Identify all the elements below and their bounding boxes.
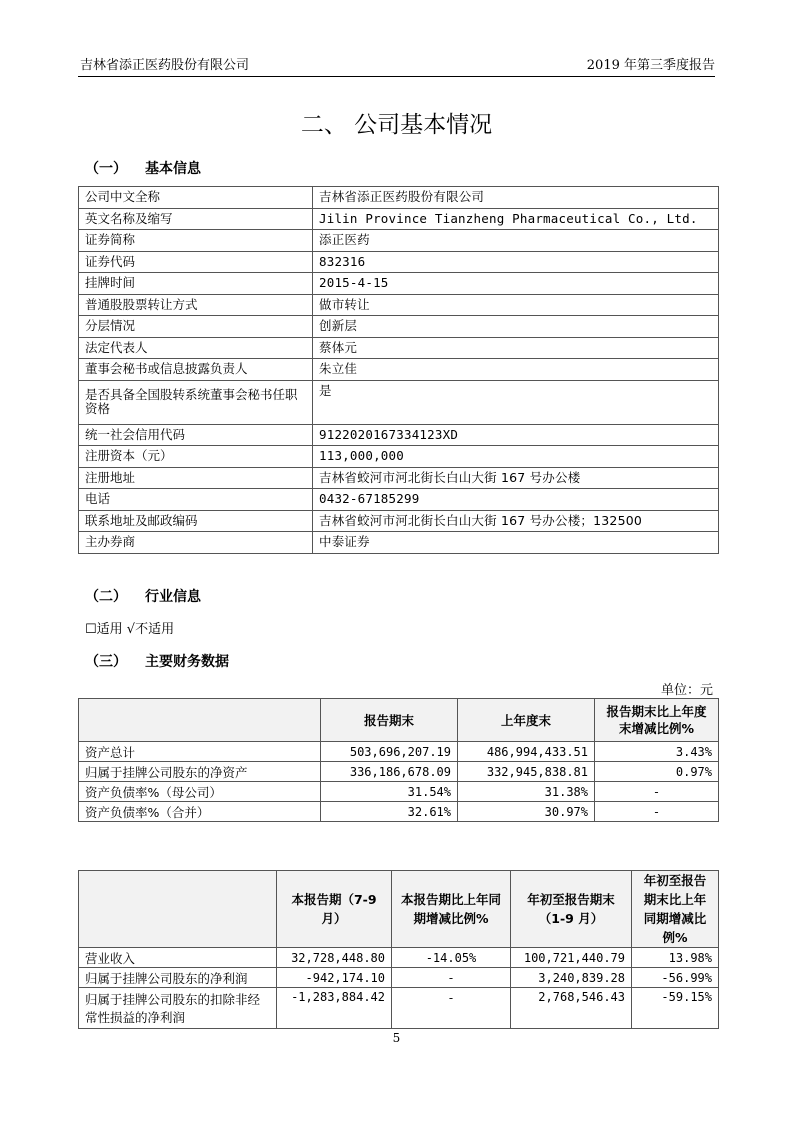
table-row xyxy=(79,988,719,1029)
row-label: 联系地址及邮政编码 xyxy=(79,510,313,532)
table-row xyxy=(79,337,719,359)
row-label: 资产负债率%（合并） xyxy=(79,802,321,822)
row-value: 蔡体元 xyxy=(313,337,719,359)
cell-value: -59.15% xyxy=(632,988,719,1029)
table-row xyxy=(79,948,719,968)
cell-value: -14.05% xyxy=(392,948,511,968)
row-label: 资产负债率%（母公司） xyxy=(79,782,321,802)
row-value: 做市转让 xyxy=(313,294,719,316)
row-value: 中泰证券 xyxy=(313,532,719,554)
cell-value: 32,728,448.80 xyxy=(277,948,392,968)
row-value: 0432-67185299 xyxy=(313,489,719,511)
row-label: 英文名称及缩写 xyxy=(79,208,313,230)
row-value: 是 xyxy=(313,380,719,424)
cell-value: 503,696,207.19 xyxy=(321,742,458,762)
header-divider xyxy=(78,76,715,77)
cell-value: 13.98% xyxy=(632,948,719,968)
section-financial-heading xyxy=(85,651,229,671)
table-row xyxy=(79,273,719,295)
cell-value: 32.61% xyxy=(321,802,458,822)
column-header: 年初至报告期末比上年同期增减比例% xyxy=(632,871,719,948)
row-label: 电话 xyxy=(79,489,313,511)
table-row xyxy=(79,489,719,511)
row-value: 113,000,000 xyxy=(313,446,719,468)
row-label: 法定代表人 xyxy=(79,337,313,359)
table-row xyxy=(79,187,719,209)
row-value: 吉林省蛟河市河北街长白山大街 167 号办公楼 xyxy=(313,467,719,489)
cell-value: -1,283,884.42 xyxy=(277,988,392,1029)
cell-value: 100,721,440.79 xyxy=(511,948,632,968)
table-row xyxy=(79,510,719,532)
cell-value: 486,994,433.51 xyxy=(458,742,595,762)
table-row xyxy=(79,208,719,230)
basic-info-table xyxy=(78,186,719,554)
column-header: 本报告期比上年同期增减比例% xyxy=(392,871,511,948)
table-row xyxy=(79,294,719,316)
column-header: 本报告期（7-9 月） xyxy=(277,871,392,948)
cell-value: - xyxy=(595,802,719,822)
row-label: 资产总计 xyxy=(79,742,321,762)
table-row xyxy=(79,251,719,273)
section-title: 基本信息 xyxy=(145,161,201,177)
table-row xyxy=(79,762,719,782)
row-label: 归属于挂牌公司股东的扣除非经常性损益的净利润 xyxy=(79,988,277,1029)
cell-value: 0.97% xyxy=(595,762,719,782)
table-header-row xyxy=(79,699,719,742)
cell-value: 3.43% xyxy=(595,742,719,762)
balance-summary-table xyxy=(78,698,719,822)
row-value: 2015-4-15 xyxy=(313,273,719,295)
section-basic-info-heading xyxy=(85,158,201,178)
table-row xyxy=(79,802,719,822)
table-row xyxy=(79,782,719,802)
table-row xyxy=(79,380,719,424)
column-header: 报告期末比上年度末增减比例% xyxy=(595,699,719,742)
table-row xyxy=(79,467,719,489)
column-header xyxy=(79,699,321,742)
row-label: 普通股股票转让方式 xyxy=(79,294,313,316)
section-title: 主要财务数据 xyxy=(145,654,229,670)
row-label: 挂牌时间 xyxy=(79,273,313,295)
row-value: 832316 xyxy=(313,251,719,273)
section-title: 行业信息 xyxy=(145,589,201,605)
cell-value: 3,240,839.28 xyxy=(511,968,632,988)
column-header: 上年度末 xyxy=(458,699,595,742)
header-company: 吉林省添正医药股份有限公司 xyxy=(80,58,250,73)
cell-value: 31.38% xyxy=(458,782,595,802)
industry-applicability: ☐适用 √不适用 xyxy=(85,622,175,637)
table-header-row xyxy=(79,871,719,948)
cell-value: 31.54% xyxy=(321,782,458,802)
table-row xyxy=(79,968,719,988)
cell-value: 336,186,678.09 xyxy=(321,762,458,782)
table-row xyxy=(79,359,719,381)
row-label: 注册资本（元） xyxy=(79,446,313,468)
column-header: 年初至报告期末（1-9 月） xyxy=(511,871,632,948)
table-row xyxy=(79,230,719,252)
row-label: 董事会秘书或信息披露负责人 xyxy=(79,359,313,381)
unit-label: 单位：元 xyxy=(660,683,713,698)
row-label: 证券代码 xyxy=(79,251,313,273)
row-label: 证券简称 xyxy=(79,230,313,252)
cell-value: -56.99% xyxy=(632,968,719,988)
page-number: 5 xyxy=(392,1031,401,1045)
section-number: （一） xyxy=(85,161,127,177)
table-row xyxy=(79,532,719,554)
row-value: 朱立佳 xyxy=(313,359,719,381)
table-row xyxy=(79,742,719,762)
section-number: （二） xyxy=(85,589,127,605)
row-label: 注册地址 xyxy=(79,467,313,489)
table-row xyxy=(79,446,719,468)
page-title: 二、 公司基本情况 xyxy=(300,112,493,138)
section-industry-heading xyxy=(85,586,201,606)
row-value: 吉林省蛟河市河北街长白山大街 167 号办公楼；132500 xyxy=(313,510,719,532)
income-summary-table xyxy=(78,870,719,1029)
section-number: （三） xyxy=(85,654,127,670)
row-label: 主办券商 xyxy=(79,532,313,554)
cell-value: - xyxy=(392,988,511,1029)
row-label: 归属于挂牌公司股东的净资产 xyxy=(79,762,321,782)
row-label: 分层情况 xyxy=(79,316,313,338)
cell-value: -942,174.10 xyxy=(277,968,392,988)
cell-value: - xyxy=(595,782,719,802)
cell-value: 332,945,838.81 xyxy=(458,762,595,782)
row-value: 吉林省添正医药股份有限公司 xyxy=(313,187,719,209)
row-value: 9122020167334123XD xyxy=(313,424,719,446)
row-label: 归属于挂牌公司股东的净利润 xyxy=(79,968,277,988)
cell-value: - xyxy=(392,968,511,988)
row-label: 统一社会信用代码 xyxy=(79,424,313,446)
row-label: 是否具备全国股转系统董事会秘书任职资格 xyxy=(79,380,313,424)
header-report-title: 2019 年第三季度报告 xyxy=(586,58,715,73)
row-value: 添正医药 xyxy=(313,230,719,252)
cell-value: 30.97% xyxy=(458,802,595,822)
row-value: 创新层 xyxy=(313,316,719,338)
row-label: 营业收入 xyxy=(79,948,277,968)
table-row xyxy=(79,424,719,446)
column-header xyxy=(79,871,277,948)
row-label: 公司中文全称 xyxy=(79,187,313,209)
row-value: Jilin Province Tianzheng Pharmaceutical Co., Ltd. xyxy=(313,208,719,230)
column-header: 报告期末 xyxy=(321,699,458,742)
cell-value: 2,768,546.43 xyxy=(511,988,632,1029)
table-row xyxy=(79,316,719,338)
